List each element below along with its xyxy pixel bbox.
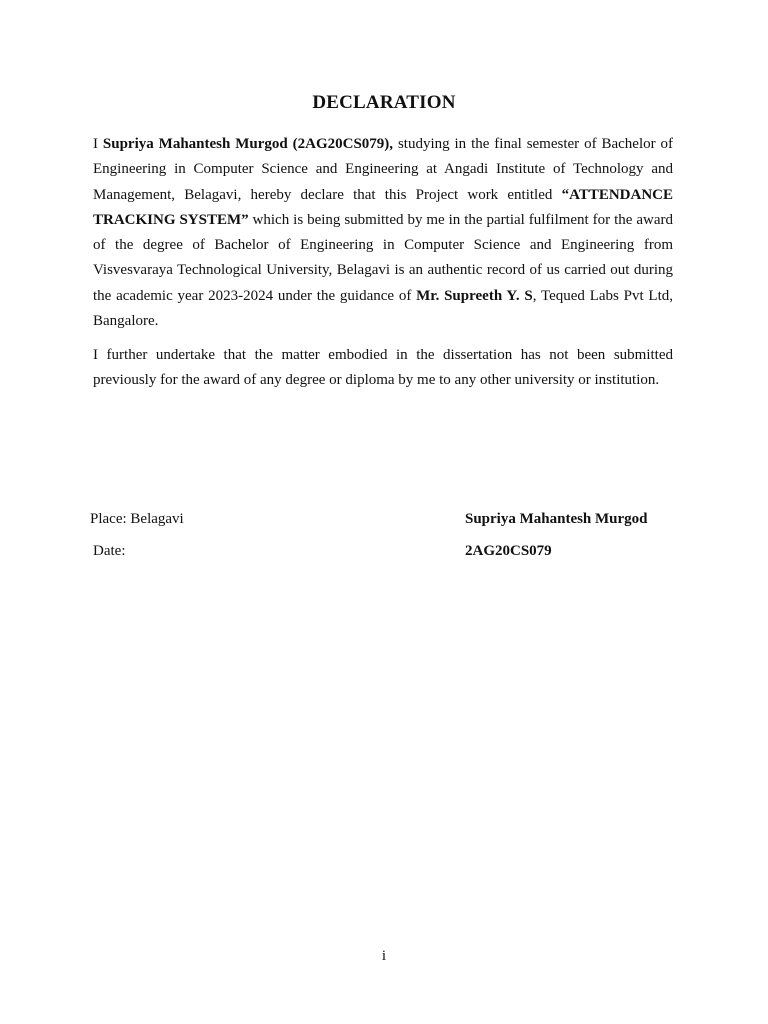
signature-date: Date: (93, 543, 126, 559)
paragraph-text-c: , Tequed Labs Pvt Ltd, Bangalore. (93, 287, 673, 330)
page-title: DECLARATION (312, 92, 456, 113)
student-name-id: Supriya Mahantesh Murgod (2AG20CS079), (102, 136, 394, 152)
paragraph-text-a: studying in the final semester of Bachelor of Engineering in Computer Science and Engineering at Angadi Institute of Technology and Management, Belagavi, hereby declare that this Project work entitled (93, 136, 673, 203)
signature-usn: 2AG20CS079 (465, 543, 552, 559)
paragraph-prefix: I (93, 136, 103, 152)
paragraph-text-b: which is being submitted by me in the partial fulfilment for the award of the degree of Bachelor of Engineering in Computer Science and Engineering from Visvesvaraya Technological University, Belagavi is an authentic record of us carried out during the academic year 2023-2024 under the guidance of (93, 211, 673, 304)
guide-name: Mr. Supreeth Y. S (416, 287, 533, 304)
declaration-paragraph-1 (93, 132, 673, 334)
signature-place: Place: Belagavi (90, 511, 184, 527)
project-title: “ATTENDANCE TRACKING SYSTEM” (93, 186, 673, 228)
signature-name: Supriya Mahantesh Murgod (465, 511, 648, 527)
declaration-paragraph-2: I further undertake that the matter embodied in the dissertation has not been submitted previously for the award of any degree or diploma by me to any other university or institution. (93, 347, 673, 389)
page-number: i (381, 948, 387, 964)
